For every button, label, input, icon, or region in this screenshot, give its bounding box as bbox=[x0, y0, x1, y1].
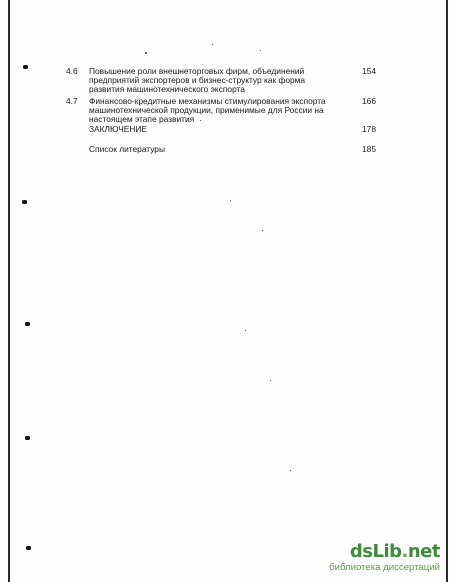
punch-hole-mark bbox=[26, 546, 31, 550]
toc-entry-title: Финансово-кредитные механизмы стимулирования экспорта машинотехнической продукции, применимые для России на настоящем этапе развития bbox=[89, 96, 326, 125]
scan-speck bbox=[270, 380, 271, 381]
scan-right-edge bbox=[446, 0, 448, 582]
toc-entry-title: Список литературы bbox=[89, 144, 165, 154]
scan-speck bbox=[145, 52, 147, 54]
watermark-subtitle: библиотека диссертаций bbox=[329, 562, 440, 573]
scan-speck bbox=[230, 200, 231, 201]
watermark-brand-main: dsLib bbox=[349, 541, 402, 562]
watermark-brand-dot: . bbox=[401, 541, 408, 562]
punch-hole-mark bbox=[23, 65, 28, 69]
punch-hole-mark bbox=[22, 200, 27, 204]
scan-speck bbox=[212, 44, 213, 45]
scan-speck bbox=[290, 470, 291, 471]
toc-entry-title: Повышение роли внешнеторговых фирм, объединений предприятий экспортеров и бизнес-структур как форма развития машинотехнического экспорта bbox=[89, 66, 306, 95]
toc-entry-title: ЗАКЛЮЧЕНИЕ bbox=[89, 124, 148, 134]
watermark-brand-tld: net bbox=[407, 541, 440, 562]
toc-entry-page: 154 bbox=[362, 66, 376, 76]
toc-entry-number: 4.7 bbox=[66, 96, 78, 106]
site-watermark[interactable] bbox=[310, 542, 440, 574]
scan-speck bbox=[262, 230, 263, 231]
toc-entry-number: 4.6 bbox=[66, 66, 78, 76]
scan-speck bbox=[245, 330, 246, 331]
toc-entry-page: 166 bbox=[362, 96, 376, 106]
toc-entry-page: 185 bbox=[362, 144, 376, 154]
scan-left-edge bbox=[8, 0, 10, 582]
toc-entry-page: 178 bbox=[362, 124, 376, 134]
watermark-logo bbox=[310, 542, 440, 562]
scan-speck bbox=[260, 50, 261, 51]
punch-hole-mark bbox=[25, 322, 30, 326]
punch-hole-mark bbox=[25, 436, 30, 440]
